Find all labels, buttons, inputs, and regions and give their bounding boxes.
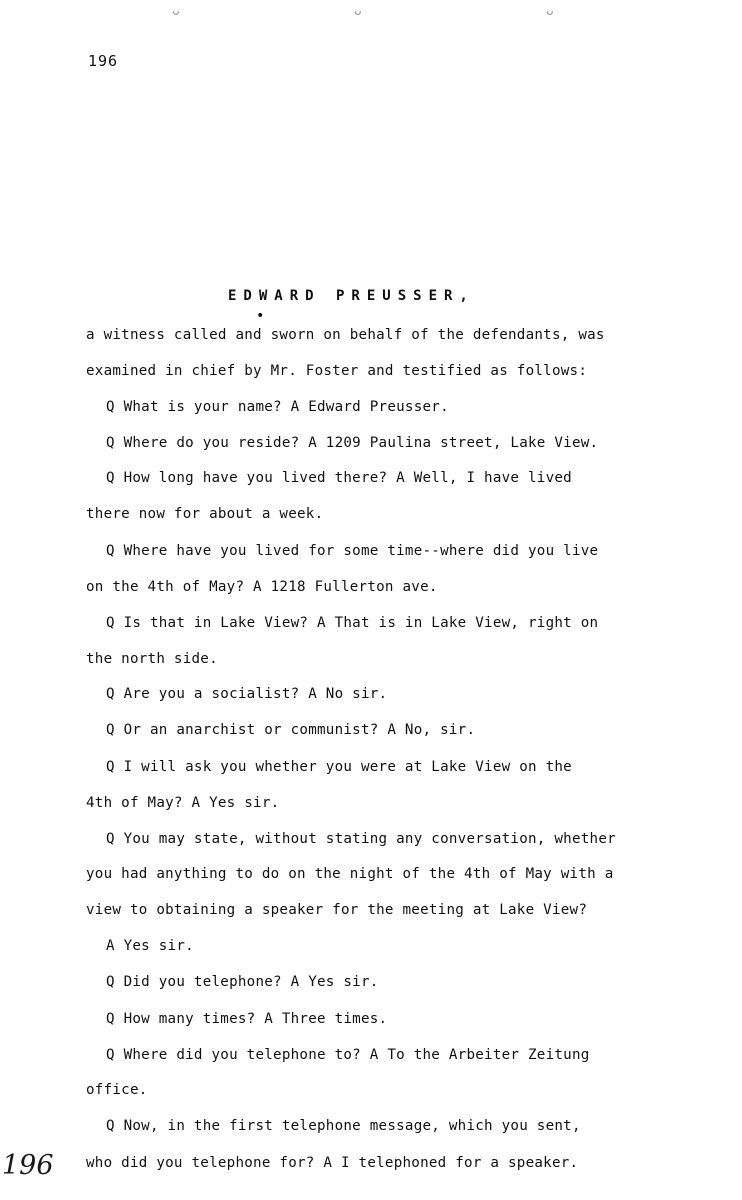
- transcript-line: Q How long have you lived there? A Well, I have lived: [106, 470, 572, 486]
- transcript-line: Q Where did you telephone to? A To the Arbeiter Zeitung: [106, 1047, 590, 1063]
- scan-mark: ᴗ: [172, 4, 180, 19]
- handwritten-page-number: 196: [2, 1150, 54, 1181]
- transcript-line: Q You may state, without stating any conversation, whether: [106, 831, 616, 847]
- transcript-line: who did you telephone for? A I telephoned for a speaker.: [86, 1155, 579, 1171]
- transcript-line: Q What is your name? A Edward Preusser.: [106, 399, 449, 415]
- transcript-line: Q How many times? A Three times.: [106, 1011, 388, 1027]
- transcript-line: Q Or an anarchist or communist? A No, sir.: [106, 722, 476, 738]
- transcript-line: Q Is that in Lake View? A That is in Lake View, right on: [106, 615, 599, 631]
- transcript-line: Q Now, in the first telephone message, which you sent,: [106, 1118, 581, 1134]
- transcript-line: examined in chief by Mr. Foster and testified as follows:: [86, 363, 588, 379]
- scan-mark: ᴗ: [354, 4, 362, 19]
- transcript-line: there now for about a week.: [86, 506, 324, 522]
- transcript-line: 4th of May? A Yes sir.: [86, 795, 280, 811]
- transcript-line: A Yes sir.: [106, 938, 194, 954]
- transcript-line: on the 4th of May? A 1218 Fullerton ave.: [86, 579, 438, 595]
- witness-heading: EDWARD PREUSSER,: [228, 288, 475, 304]
- transcript-line: Q I will ask you whether you were at Lake View on the: [106, 759, 572, 775]
- transcript-line: you had anything to do on the night of the 4th of May with a: [86, 866, 614, 882]
- transcript-line: office.: [86, 1082, 148, 1098]
- transcript-line: view to obtaining a speaker for the meeting at Lake View?: [86, 902, 588, 918]
- transcript-line: the north side.: [86, 651, 218, 667]
- transcript-line: Q Where have you lived for some time--where did you live: [106, 543, 599, 559]
- transcript-line: Q Where do you reside? A 1209 Paulina street, Lake View.: [106, 435, 599, 451]
- dot-mark: •: [256, 308, 265, 324]
- transcript-line: Q Are you a socialist? A No sir.: [106, 686, 388, 702]
- scan-mark: ᴗ: [546, 4, 554, 19]
- transcript-line: Q Did you telephone? A Yes sir.: [106, 974, 379, 990]
- page-number: 196: [88, 52, 119, 70]
- transcript-line: a witness called and sworn on behalf of the defendants, was: [86, 327, 605, 343]
